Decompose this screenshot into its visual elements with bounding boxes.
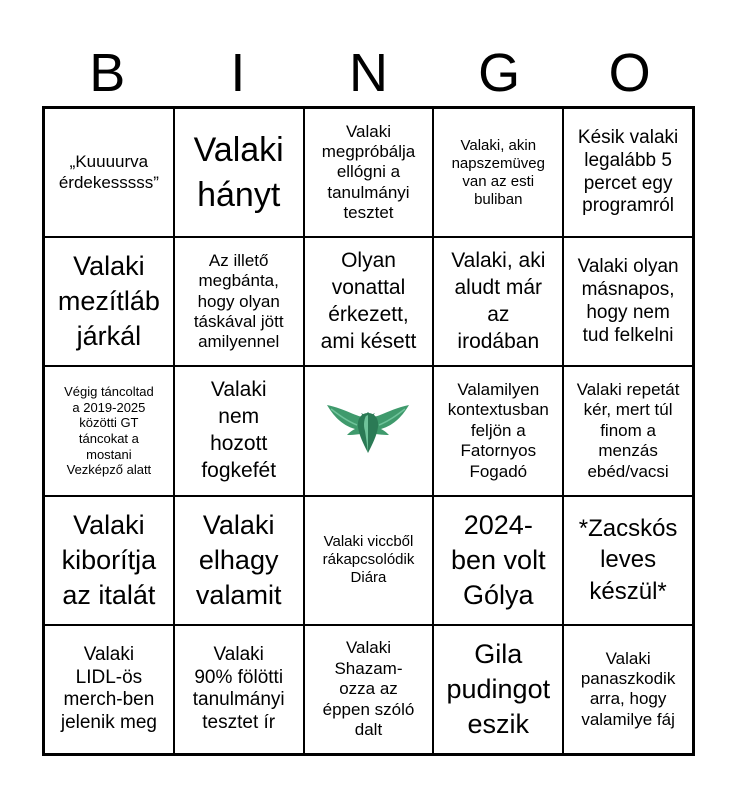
bingo-cell[interactable] bbox=[304, 496, 434, 625]
cell-text: „Kuuuurva érdekesssss” bbox=[58, 152, 159, 192]
cell-text: Az illető megbánta, hogy olyan táskával jött amilyennel bbox=[193, 250, 284, 352]
bingo-cell[interactable] bbox=[433, 625, 563, 754]
cell-text: Gila pudingot eszik bbox=[446, 638, 551, 739]
bingo-cell[interactable] bbox=[563, 237, 693, 366]
cell-text: *Zacskós leves készül* bbox=[578, 514, 678, 606]
free-space[interactable] bbox=[304, 366, 434, 495]
bingo-header bbox=[42, 38, 695, 108]
cell-text: Valaki mezítláb járkál bbox=[57, 251, 160, 352]
bingo-cell[interactable] bbox=[433, 237, 563, 366]
bingo-cell[interactable] bbox=[304, 237, 434, 366]
cell-text: Valaki repetát kér, mert túl finom a menzás ebéd/vacsi bbox=[576, 380, 680, 481]
bingo-cell[interactable] bbox=[174, 237, 304, 366]
bingo-cell[interactable] bbox=[44, 108, 174, 237]
cell-text: Valaki panaszkodik arra, hogy valamilye fáj bbox=[580, 648, 676, 729]
cell-text: Valaki viccből rákapcsolódik Diára bbox=[322, 533, 415, 587]
owl-logo-icon bbox=[325, 401, 411, 461]
header-letter-n: N bbox=[348, 43, 388, 103]
cell-text: Késik valaki legalább 5 percet egy programról bbox=[577, 127, 679, 217]
cell-text: Valaki, aki aludt már az irodában bbox=[451, 249, 546, 353]
bingo-cell[interactable] bbox=[44, 625, 174, 754]
cell-text: Valaki olyan másnapos, hogy nem tud felkelni bbox=[577, 256, 679, 346]
cell-text: Valaki Shazam- ozza az éppen szóló dalt bbox=[322, 638, 415, 739]
bingo-cell[interactable] bbox=[433, 366, 563, 495]
cell-text: Végig táncoltad a 2019-2025 közötti GT táncokat a mostani Vezképző alatt bbox=[64, 384, 154, 478]
cell-text: Valaki, akin napszemüveg van az esti buliban bbox=[451, 136, 545, 208]
bingo-cell[interactable] bbox=[563, 108, 693, 237]
bingo-cell[interactable] bbox=[304, 108, 434, 237]
bingo-cell[interactable] bbox=[44, 496, 174, 625]
bingo-cell[interactable] bbox=[433, 108, 563, 237]
bingo-cell[interactable] bbox=[174, 366, 304, 495]
header-letter-b: B bbox=[89, 43, 126, 103]
cell-text: Valaki megpróbálja ellógni a tanulmányi tesztet bbox=[321, 121, 416, 223]
bingo-cell[interactable] bbox=[174, 625, 304, 754]
bingo-grid bbox=[42, 106, 695, 756]
bingo-cell[interactable] bbox=[44, 366, 174, 495]
bingo-cell[interactable] bbox=[563, 366, 693, 495]
cell-text: Valaki nem hozott fogkefét bbox=[201, 378, 277, 482]
cell-text: 2024- ben volt Gólya bbox=[451, 509, 546, 610]
bingo-cell[interactable] bbox=[174, 496, 304, 625]
cell-text: Valaki kiborítja az italát bbox=[61, 509, 157, 610]
bingo-cell[interactable] bbox=[44, 237, 174, 366]
bingo-cell[interactable] bbox=[563, 625, 693, 754]
header-letter-o: O bbox=[608, 43, 651, 103]
header-letter-i: I bbox=[230, 43, 246, 103]
bingo-cell[interactable] bbox=[563, 496, 693, 625]
bingo-cell[interactable] bbox=[174, 108, 304, 237]
cell-text: Valaki elhagy valamit bbox=[195, 509, 282, 610]
cell-text: Valaki hányt bbox=[193, 131, 284, 214]
cell-text: Valaki 90% fölötti tanulmányi tesztet ír bbox=[192, 643, 285, 734]
header-letter-g: G bbox=[478, 43, 521, 103]
cell-text: Olyan vonattal érkezett, ami késett bbox=[320, 249, 417, 353]
bingo-cell[interactable] bbox=[304, 625, 434, 754]
bingo-cell[interactable] bbox=[433, 496, 563, 625]
cell-text: Valaki LIDL-ös merch-ben jelenik meg bbox=[60, 643, 157, 734]
cell-text: Valamilyen kontextusban feljön a Fatornyos Fogadó bbox=[447, 380, 549, 481]
